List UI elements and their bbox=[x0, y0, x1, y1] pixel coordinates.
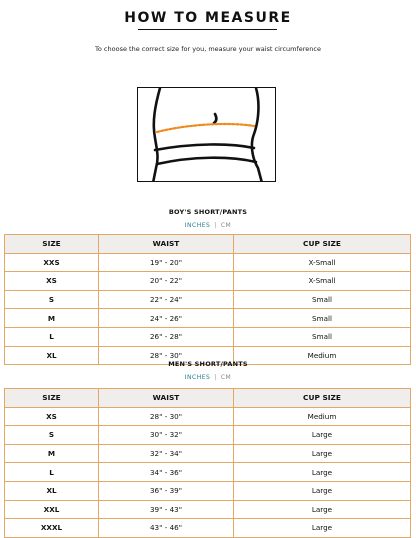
boys-unit-separator: | bbox=[214, 222, 217, 229]
size-cell: L bbox=[5, 463, 99, 482]
waist-cell: 34" - 36" bbox=[99, 463, 234, 482]
cup-size-cell: Small bbox=[234, 327, 411, 346]
table-row bbox=[5, 290, 411, 309]
size-cell: XL bbox=[5, 481, 99, 500]
table-row bbox=[5, 463, 411, 482]
mens-unit-toggle bbox=[0, 374, 416, 381]
header-cup-size: CUP SIZE bbox=[234, 389, 411, 408]
cup-size-cell: Large bbox=[234, 444, 411, 463]
table-row bbox=[5, 327, 411, 346]
table-row bbox=[5, 253, 411, 272]
waist-cell: 28" - 30" bbox=[99, 407, 234, 426]
waist-cell: 30" - 32" bbox=[99, 426, 234, 445]
mens-size-table bbox=[4, 388, 411, 538]
header-waist: WAIST bbox=[99, 389, 234, 408]
boys-section-title: BOY'S SHORT/PANTS bbox=[168, 208, 248, 216]
size-cell: S bbox=[5, 290, 99, 309]
page-title: HOW TO MEASURE bbox=[124, 10, 292, 26]
waist-cell: 26" - 28" bbox=[99, 327, 234, 346]
size-cell: L bbox=[5, 327, 99, 346]
header-size: SIZE bbox=[5, 389, 99, 408]
header-size: SIZE bbox=[5, 235, 99, 254]
mens-unit-cm[interactable]: CM bbox=[220, 374, 232, 381]
table-row bbox=[5, 444, 411, 463]
header-cup-size: CUP SIZE bbox=[234, 235, 411, 254]
cup-size-cell: X-Small bbox=[234, 253, 411, 272]
table-row bbox=[5, 426, 411, 445]
waist-cell: 22" - 24" bbox=[99, 290, 234, 309]
waist-cell: 32" - 34" bbox=[99, 444, 234, 463]
table-row bbox=[5, 407, 411, 426]
cup-size-cell: X-Small bbox=[234, 272, 411, 291]
header-waist: WAIST bbox=[99, 235, 234, 254]
cup-size-cell: Large bbox=[234, 481, 411, 500]
size-cell: S bbox=[5, 426, 99, 445]
cup-size-cell: Small bbox=[234, 290, 411, 309]
table-header-row bbox=[5, 235, 411, 254]
boys-unit-inches[interactable]: INCHES bbox=[184, 222, 211, 229]
cup-size-cell: Medium bbox=[234, 407, 411, 426]
mens-unit-separator: | bbox=[214, 374, 217, 381]
waist-cell: 36" - 39" bbox=[99, 481, 234, 500]
waist-cell: 39" - 43" bbox=[99, 500, 234, 519]
size-cell: XS bbox=[5, 272, 99, 291]
page-subtitle: To choose the correct size for you, measure your waist circumference bbox=[95, 45, 321, 53]
table-row bbox=[5, 272, 411, 291]
waist-cell: 19" - 20" bbox=[99, 253, 234, 272]
table-row bbox=[5, 481, 411, 500]
size-cell: XXL bbox=[5, 500, 99, 519]
torso-icon bbox=[138, 88, 276, 182]
cup-size-cell: Large bbox=[234, 426, 411, 445]
size-cell: M bbox=[5, 444, 99, 463]
cup-size-cell: Small bbox=[234, 309, 411, 328]
cup-size-cell: Medium bbox=[234, 346, 411, 365]
cup-size-cell: Large bbox=[234, 519, 411, 538]
waist-cell: 28" - 30" bbox=[99, 346, 234, 365]
cup-size-cell: Large bbox=[234, 463, 411, 482]
mens-unit-inches[interactable]: INCHES bbox=[184, 374, 211, 381]
waist-cell: 24" - 26" bbox=[99, 309, 234, 328]
cup-size-cell: Large bbox=[234, 500, 411, 519]
boys-unit-toggle bbox=[0, 222, 416, 229]
size-cell: XXS bbox=[5, 253, 99, 272]
size-cell: XL bbox=[5, 346, 99, 365]
size-cell: XXXL bbox=[5, 519, 99, 538]
waist-cell: 20" - 22" bbox=[99, 272, 234, 291]
table-row bbox=[5, 500, 411, 519]
title-underline bbox=[138, 29, 277, 30]
boys-unit-cm[interactable]: CM bbox=[220, 222, 232, 229]
boys-size-table bbox=[4, 234, 411, 365]
table-row bbox=[5, 309, 411, 328]
waist-measure-illustration bbox=[137, 87, 276, 182]
table-header-row bbox=[5, 389, 411, 408]
table-row bbox=[5, 519, 411, 538]
mens-section-title: MEN'S SHORT/PANTS bbox=[168, 360, 248, 368]
size-cell: M bbox=[5, 309, 99, 328]
size-cell: XS bbox=[5, 407, 99, 426]
waist-cell: 43" - 46" bbox=[99, 519, 234, 538]
